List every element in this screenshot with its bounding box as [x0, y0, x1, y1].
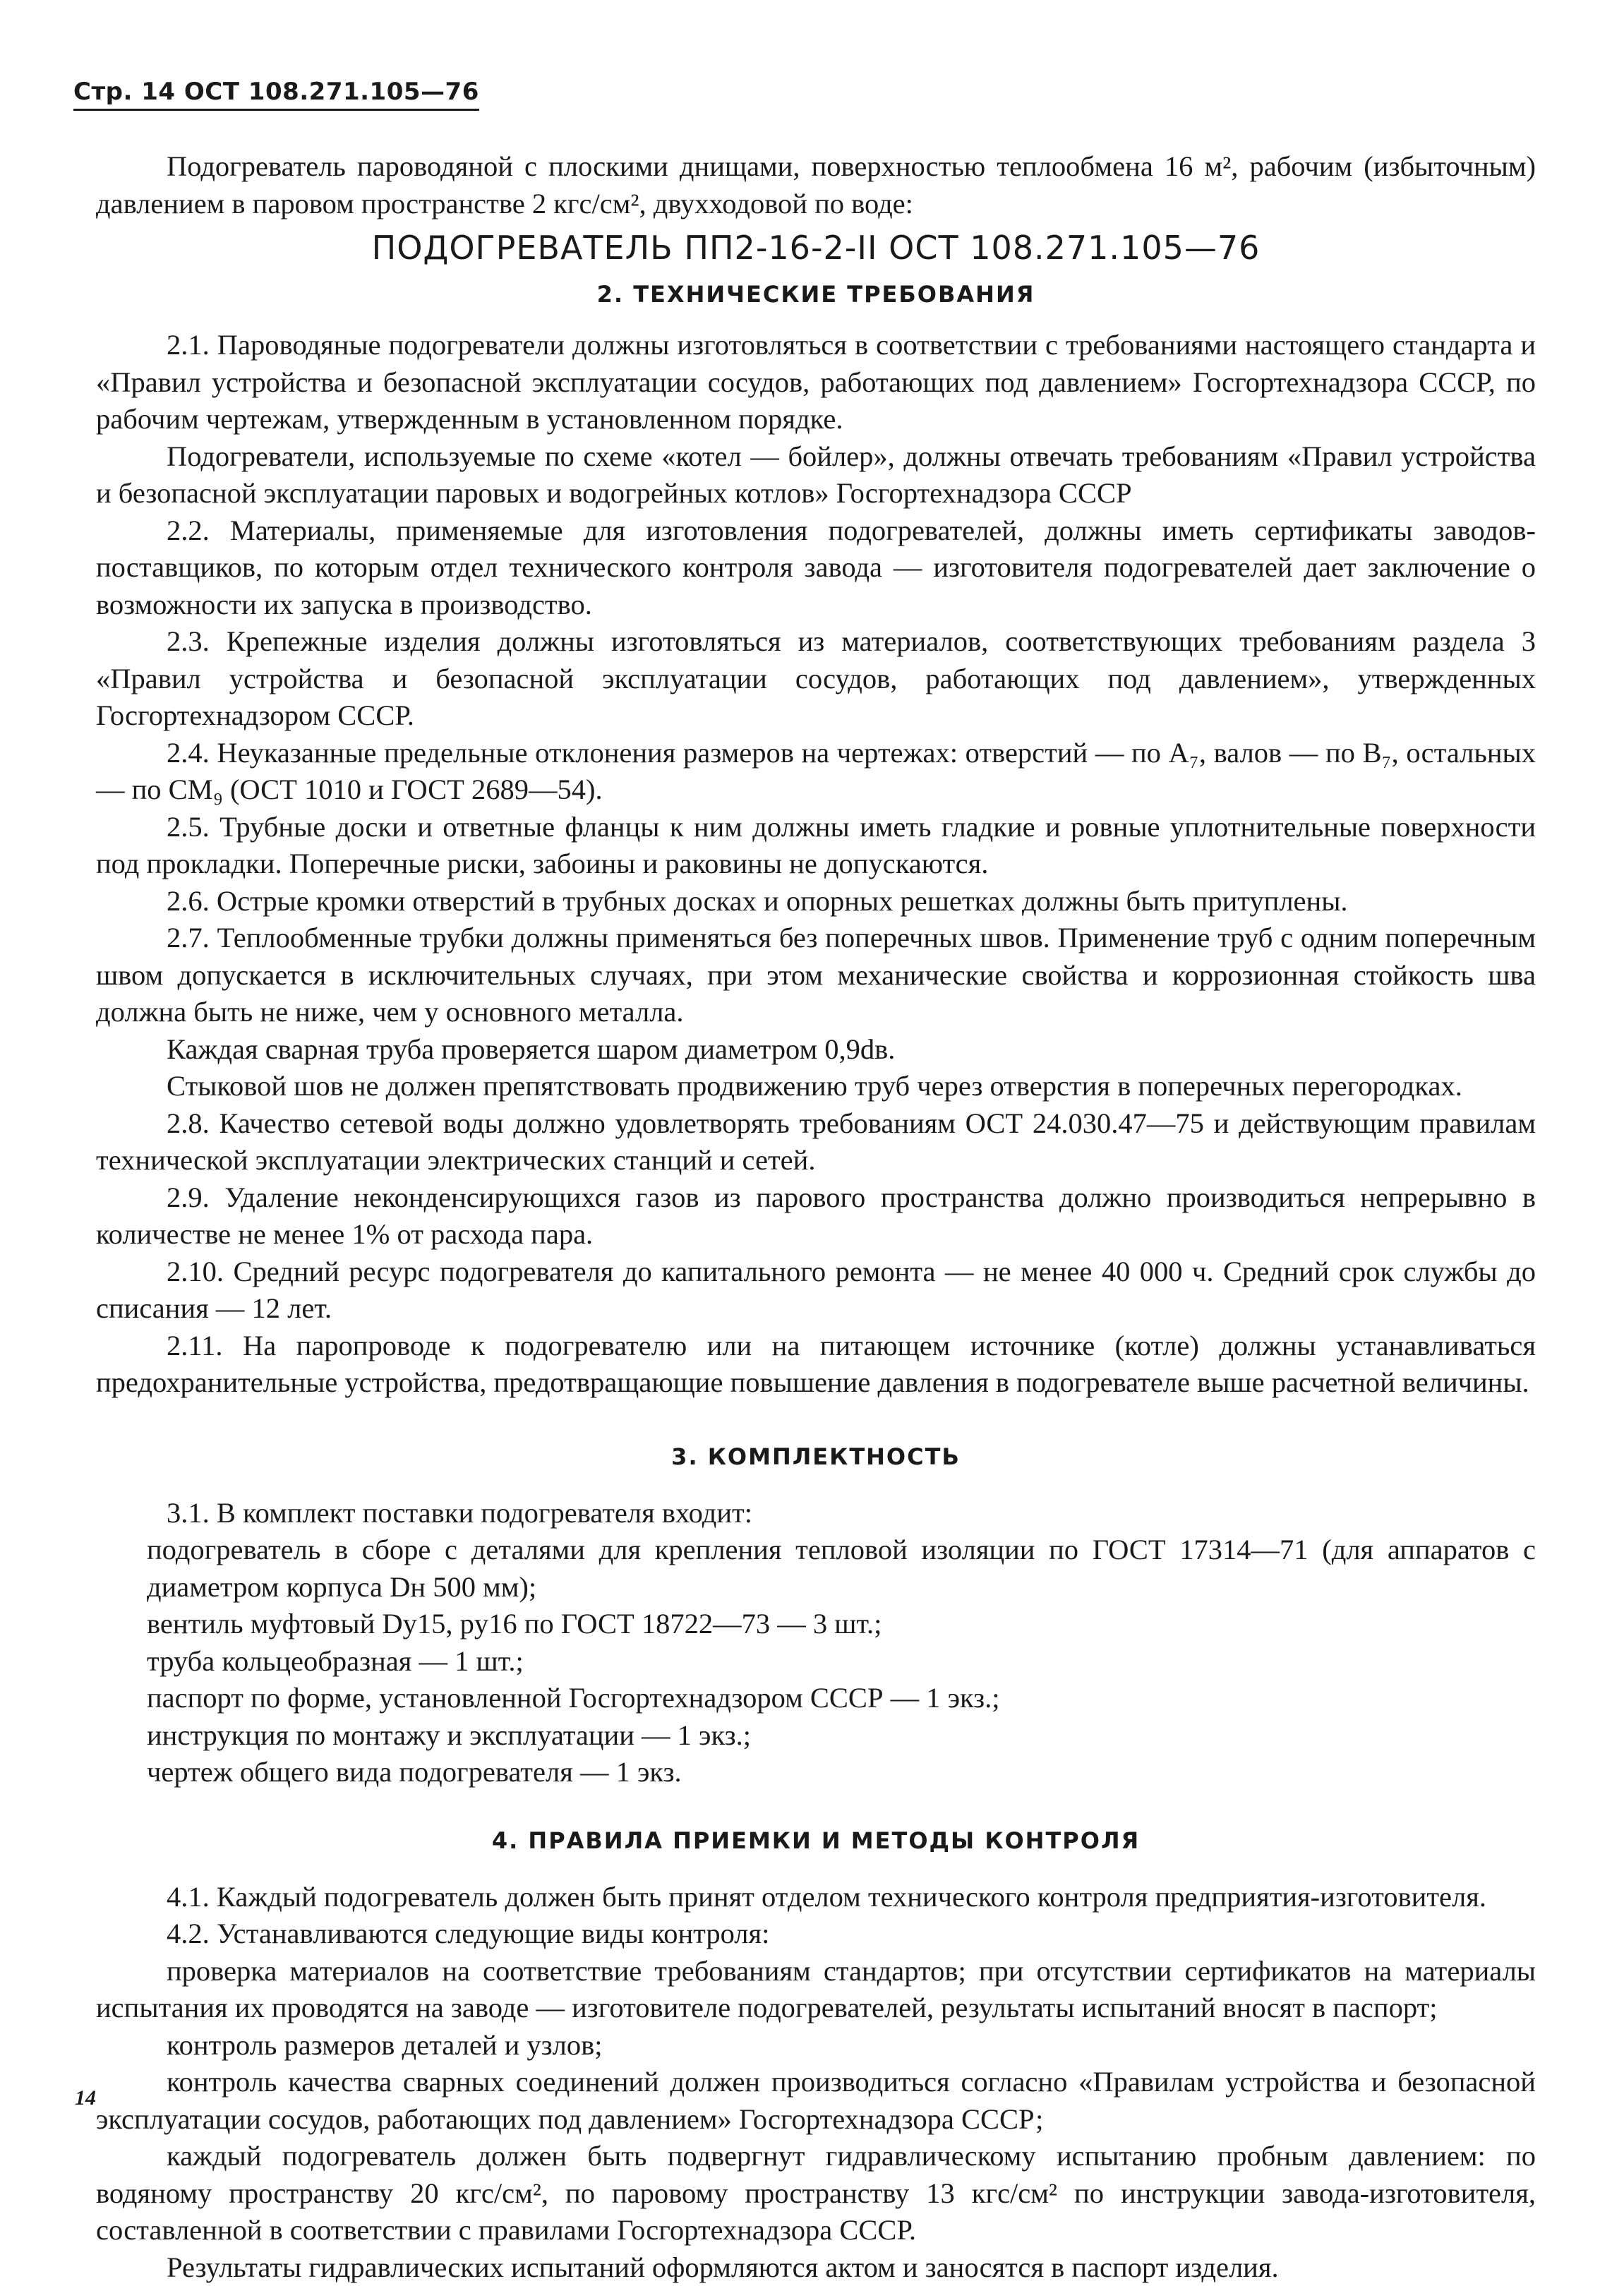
list-item: подогреватель в сборе с деталями для крепления тепловой изоляции по ГОСТ 17314—71 (для аппаратов с диаметром корпуса Dн 500 мм); [96, 1532, 1536, 1606]
clause-4-1: 4.1. Каждый подогреватель должен быть принят отделом технического контроля предприятия-изготовителя. [96, 1879, 1536, 1916]
clause-4-2: 4.2. Устанавливаются следующие виды контроля: [96, 1915, 1536, 1953]
clause-2-1: 2.1. Пароводяные подогреватели должны изготовляться в соответствии с требованиями настоящего стандарта и «Правил устройства и безопасной эксплуатации сосудов, работающих под давлением» Госгортехнадзора СССР, по рабочим чертежам, утвержденным в установленном порядке. [96, 327, 1536, 438]
clause-2-1-b: Подогреватели, используемые по схеме «котел — бойлер», должны отвечать требованиям «Правил устройства и безопасной эксплуатации паровых и водогрейных котлов» Госгортехнадзора СССР [96, 438, 1536, 512]
clause-2-10: 2.10. Средний ресурс подогревателя до капитального ремонта — не менее 40 000 ч. Средний срок службы до списания — 12 лет. [96, 1253, 1536, 1328]
clause-2-8: 2.8. Качество сетевой воды должно удовлетворять требованиям ОСТ 24.030.47—75 и действующим правилам технической эксплуатации электрических станций и сетей. [96, 1105, 1536, 1179]
clause-4-2-results: Результаты гидравлических испытаний оформляются актом и заносятся в паспорт изделия. [96, 2249, 1536, 2286]
clause-2-11: 2.11. На паропроводе к подогревателю или на питающем источнике (котле) должны устанавливаться предохранительные устройства, предотвращающие повышение давления в подогревателе выше расчетной величины. [96, 1328, 1536, 1402]
product-designation: ПОДОГРЕВАТЕЛЬ ПП2-16-2-II ОСТ 108.271.105—76 [96, 225, 1536, 270]
clause-2-3: 2.3. Крепежные изделия должны изготовляться из материалов, соответствующих требованиям раздела 3 «Правил устройства и безопасной эксплуатации сосудов, работающих под давлением», утвержденных Госгортехнадзором СССР. [96, 623, 1536, 735]
page-header: Стр. 14 ОСТ 108.271.105—76 [73, 78, 479, 111]
page-number: 14 [75, 2086, 96, 2110]
clause-4-2-hydro-test: каждый подогреватель должен быть подвергнут гидравлическому испытанию пробным давлением: по водяному пространству 20 кгс/см², по паровому пространству 13 кгс/см² по инструкции завода-изготовителя, составленной в соответствии с правилами Госгортехнадзора СССР. [96, 2138, 1536, 2249]
intro-paragraph: Подогреватель пароводяной с плоскими днищами, поверхностью теплообмена 16 м², рабочим (избыточным) давлением в паровом пространстве 2 кгс/см², двухходовой по воде: [96, 148, 1536, 222]
clause-2-7-b: Каждая сварная труба проверяется шаром диаметром 0,9dв. [96, 1031, 1536, 1069]
clause-2-7-c: Стыковой шов не должен препятствовать продвижению труб через отверстия в поперечных перегородках. [96, 1068, 1536, 1105]
clause-2-2: 2.2. Материалы, применяемые для изготовления подогревателей, должны иметь сертификаты заводов-поставщиков, по которым отдел технического контроля завода — изготовителя подогревателей дает заключение о возможности их запуска в производство. [96, 512, 1536, 624]
clause-2-9: 2.9. Удаление неконденсирующихся газов из парового пространства должно производиться непрерывно в количестве не менее 1% от расхода пара. [96, 1179, 1536, 1253]
list-item: чертеж общего вида подогревателя — 1 экз. [96, 1754, 1536, 1791]
list-item: паспорт по форме, установленной Госгортехнадзором СССР — 1 экз.; [96, 1680, 1536, 1717]
clause-4-2-welds: контроль качества сварных соединений должен производиться согласно «Правилам устройства и безопасной эксплуатации сосудов, работающих под давлением» Госгортехнадзора СССР; [96, 2064, 1536, 2138]
section-2-title: 2. ТЕХНИЧЕСКИЕ ТРЕБОВАНИЯ [96, 277, 1536, 311]
clause-4-2-dimensions: контроль размеров деталей и узлов; [96, 2027, 1536, 2064]
list-item: инструкция по монтажу и эксплуатации — 1 экз.; [96, 1717, 1536, 1755]
page-content [96, 148, 1536, 2286]
section-4-title: 4. ПРАВИЛА ПРИЕМКИ И МЕТОДЫ КОНТРОЛЯ [96, 1824, 1536, 1858]
delivery-set-list [96, 1532, 1536, 1791]
section-3-title: 3. КОМПЛЕКТНОСТЬ [96, 1440, 1536, 1474]
clause-4-2-materials: проверка материалов на соответствие требованиям стандартов; при отсутствии сертификатов на материалы испытания их проводятся на заводе — изготовителе подогревателей, результаты испытаний вносят в паспорт; [96, 1953, 1536, 2027]
clause-2-5: 2.5. Трубные доски и ответные фланцы к ним должны иметь гладкие и ровные уплотнительные поверхности под прокладки. Поперечные риски, забоины и раковины не допускаются. [96, 809, 1536, 883]
clause-3-1: 3.1. В комплект поставки подогревателя входит: [96, 1495, 1536, 1532]
clause-2-6: 2.6. Острые кромки отверстий в трубных досках и опорных решетках должны быть притуплены. [96, 883, 1536, 920]
list-item: труба кольцеобразная — 1 шт.; [96, 1643, 1536, 1680]
list-item: вентиль муфтовый Dу15, pу16 по ГОСТ 18722—73 — 3 шт.; [96, 1606, 1536, 1643]
clause-2-7: 2.7. Теплообменные трубки должны применяться без поперечных швов. Применение труб с одним поперечным швом допускается в исключительных случаях, при этом механические свойства и коррозионная стойкость шва должна быть не ниже, чем у основного металла. [96, 920, 1536, 1031]
clause-2-4: 2.4. Неуказанные предельные отклонения размеров на чертежах: отверстий — по A₇, валов — по B₇, остальных — по CM₉ (ОСТ 1010 и ГОСТ 2689—54). [96, 735, 1536, 809]
